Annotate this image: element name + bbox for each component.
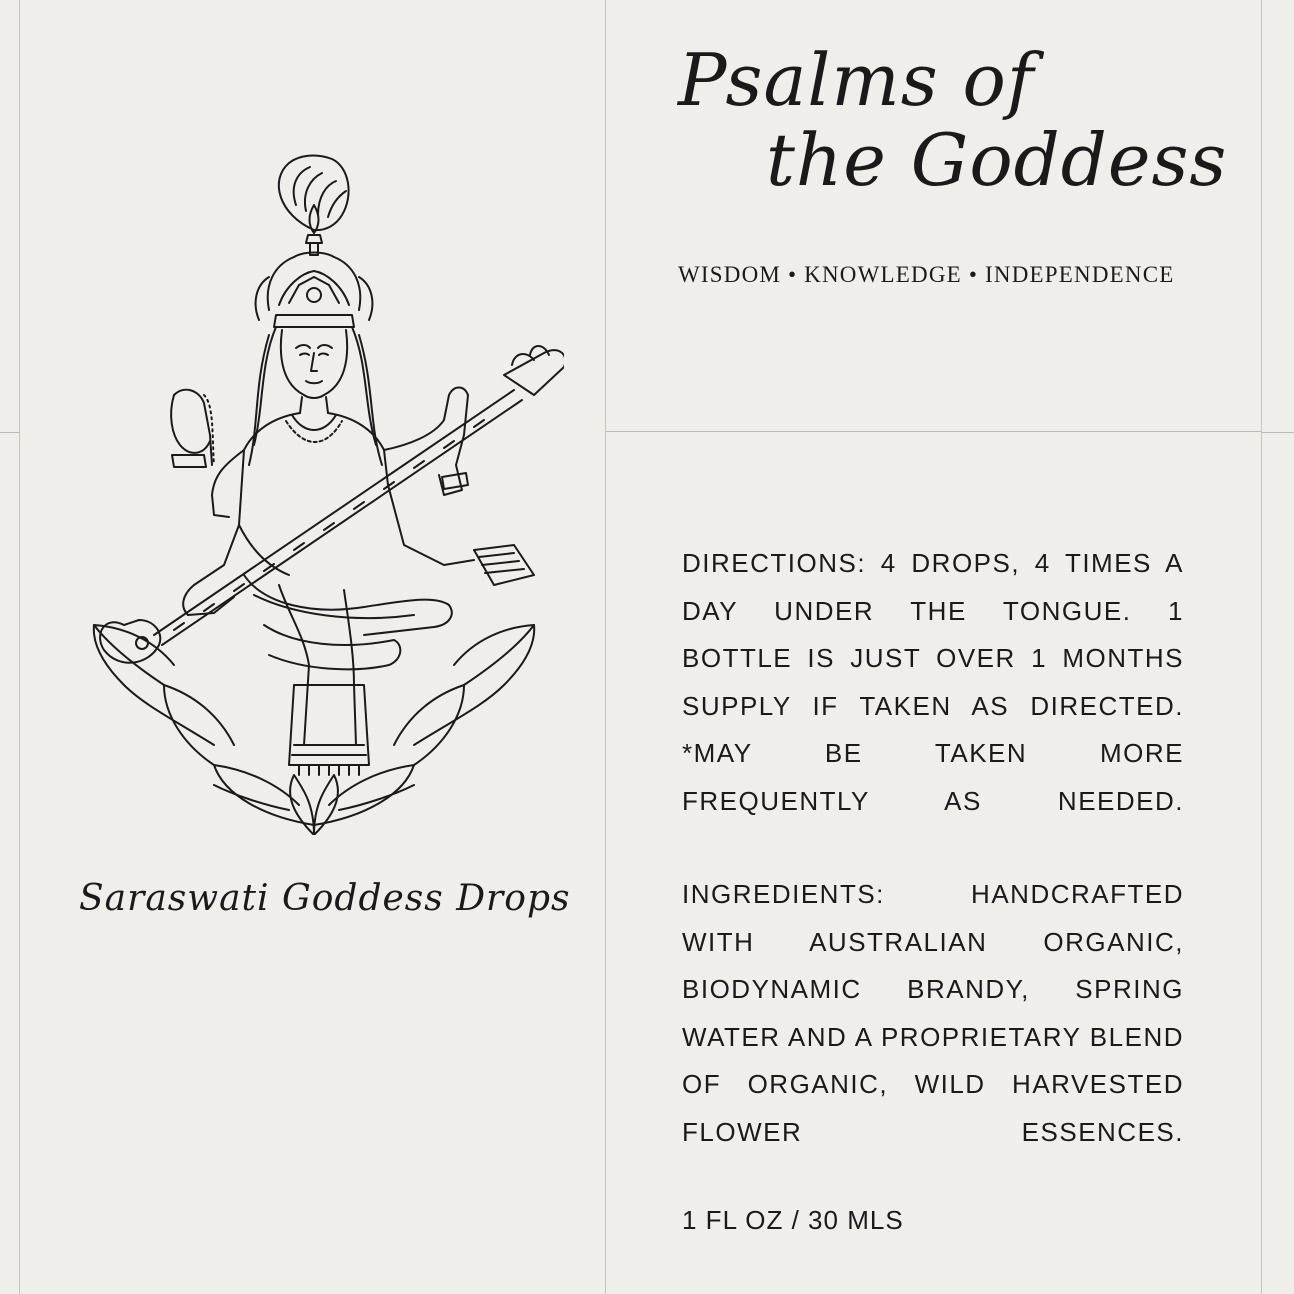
volume-text: 1 FL OZ / 30 MLS bbox=[682, 1205, 904, 1235]
title-line-2: the Goddess bbox=[766, 118, 1228, 202]
directions-text: DIRECTIONS: 4 DROPS, 4 TIMES A DAY UNDER THE TONGUE. 1 BOTTLE IS JUST OVER 1 MONTHS SUPPLY IF TAKEN AS DIRECTED. *MAY BE TAKEN MORE FREQUENTLY AS NEEDED. bbox=[682, 548, 1184, 816]
back-panel bbox=[606, 0, 1261, 1294]
product-name: Saraswati Goddess Drops bbox=[79, 878, 571, 919]
edge-notch-right bbox=[1261, 432, 1294, 433]
tagline: WISDOM • KNOWLEDGE • INDEPENDENCE bbox=[678, 262, 1175, 287]
front-panel bbox=[19, 0, 605, 1294]
fold-line-right bbox=[1261, 0, 1262, 1294]
saraswati-goddess-illustration bbox=[64, 145, 564, 835]
ingredients-text: INGREDIENTS: HANDCRAFTED WITH AUSTRALIAN ORGANIC, BIODYNAMIC BRANDY, SPRING WATER AND A PROPRIETARY BLEND OF ORGANIC, WILD HARVESTED FLOWER ESSENCES. bbox=[682, 879, 1184, 1147]
edge-notch-left bbox=[0, 432, 20, 433]
title-line-1: Psalms of bbox=[678, 38, 1035, 122]
